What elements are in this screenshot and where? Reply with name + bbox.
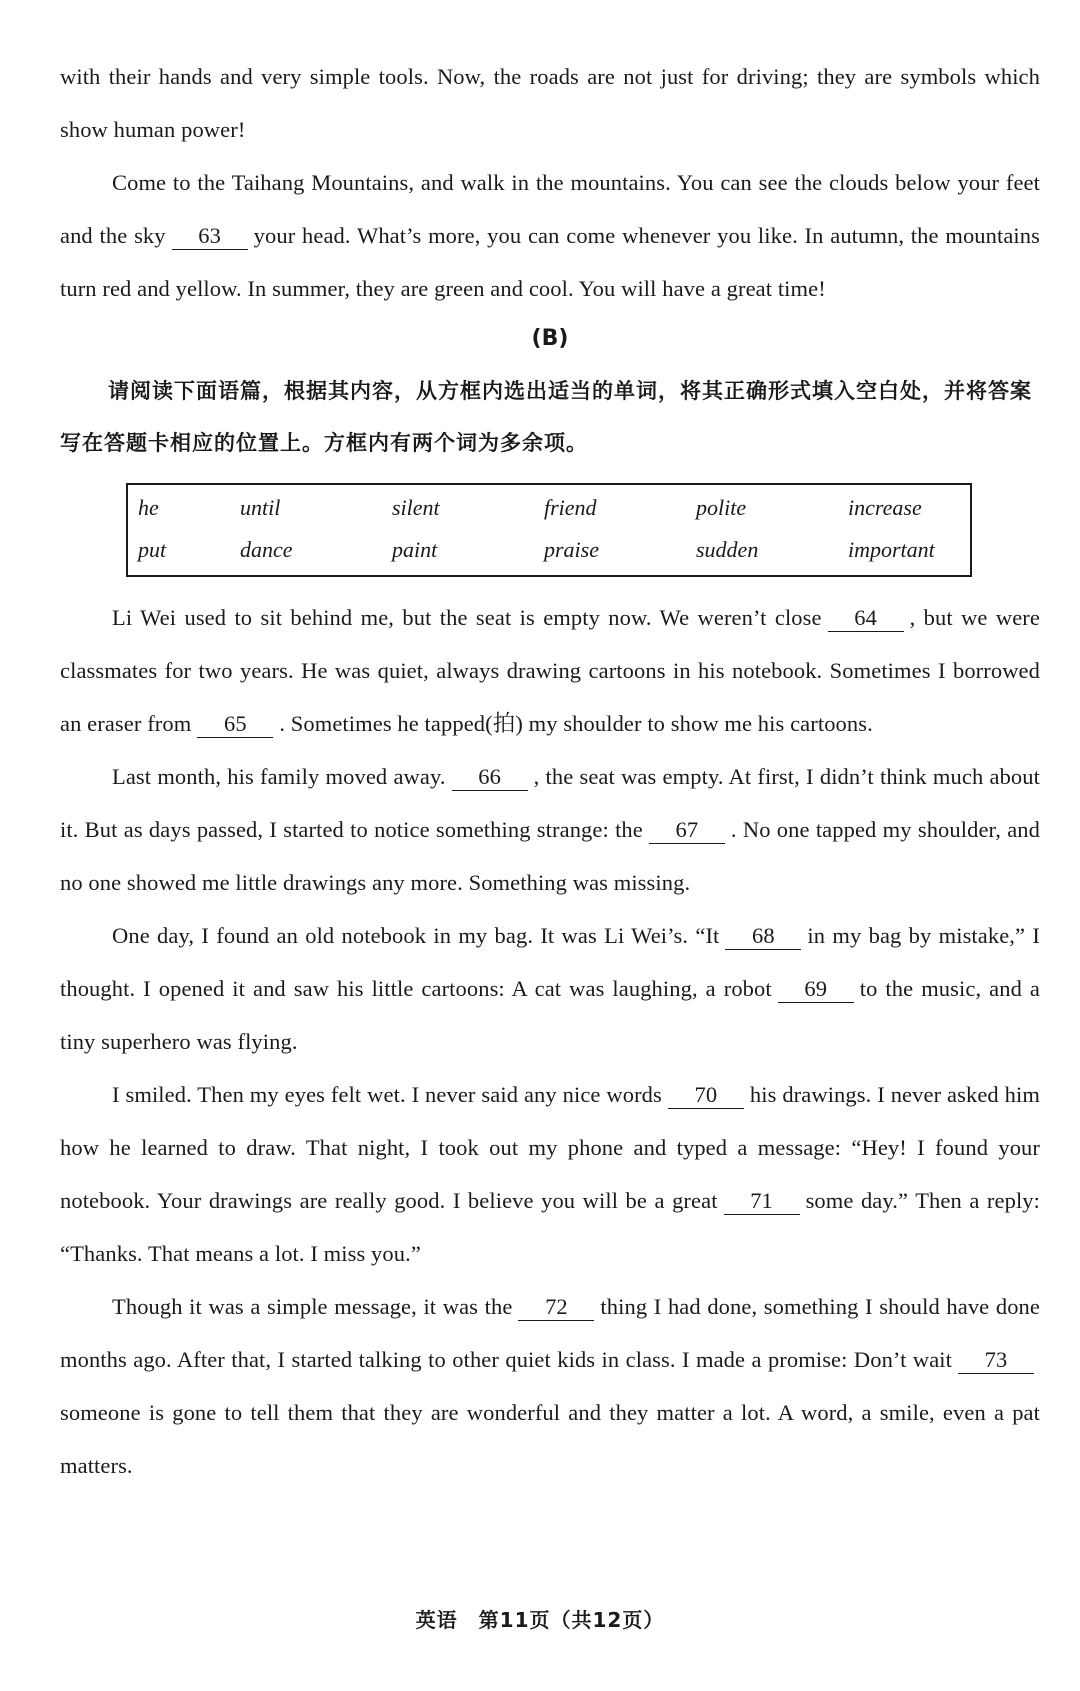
blank-70: 70 — [668, 1082, 744, 1109]
passage-b-paragraph-5: Though it was a simple message, it was the 72 thing I had done, something I should have done months ago. After that, I started talking to other quiet kids in class. I made a promise: Don’t wait 73someone is gone to tell them that they are wonderful and they matter a lot. A word, a smile, even a pat matters. — [60, 1294, 1040, 1478]
blank-68: 68 — [725, 923, 801, 950]
blank-69: 69 — [778, 976, 854, 1003]
word-bank-item: friend — [544, 495, 597, 520]
blank-72: 72 — [518, 1294, 594, 1321]
blank-64: 64 — [828, 605, 904, 632]
word-bank-item: he — [138, 495, 159, 520]
word-bank-item: put — [138, 537, 167, 562]
section-b-title: (B) — [531, 326, 569, 351]
passage-b-paragraph-2: Last month, his family moved away. 66 , the seat was empty. At first, I didn’t think much about it. But as days passed, I started to notice something strange: the 67 . No one tapped my shoulder, and no one showed me little drawings any more. Something was missing. — [60, 764, 1041, 895]
page-footer: 英语 第11页（共12页） — [415, 1608, 665, 1632]
word-bank-box — [126, 483, 972, 577]
word-bank-item: dance — [240, 537, 293, 562]
word-bank-item: until — [240, 495, 281, 520]
section-b-instruction: 请阅读下面语篇，根据其内容，从方框内选出适当的单词，将其正确形式填入空白处，并将答案写在答题卡相应的位置上。方框内有两个词为多余项。 — [60, 379, 1032, 455]
blank-65: 65 — [197, 711, 273, 738]
word-bank-item: silent — [392, 495, 440, 520]
word-bank-item: polite — [696, 495, 747, 520]
blank-67: 67 — [649, 817, 725, 844]
word-bank-item: sudden — [696, 537, 759, 562]
blank-63: 63 — [172, 223, 248, 250]
word-bank-item: praise — [544, 537, 599, 562]
word-bank-item: important — [848, 537, 935, 562]
passage-a-paragraph-2: Come to the Taihang Mountains, and walk in the mountains. You can see the clouds below your feet and the sky 63 your head. What’s more, you can come whenever you like. In autumn, the mountains turn red and yellow. In summer, they are green and cool. You will have a great time! — [60, 170, 1040, 301]
blank-66: 66 — [452, 764, 528, 791]
passage-b-paragraph-3: One day, I found an old notebook in my bag. It was Li Wei’s. “It 68 in my bag by mistake,” I thought. I opened it and saw his little cartoons: A cat was laughing, a robot 69 to the music, and a tiny superhero was flying. — [60, 923, 1041, 1054]
passage-a-paragraph-1: with their hands and very simple tools. Now, the roads are not just for driving; they are symbols which show human power! — [60, 64, 1040, 142]
passage-b-paragraph-1: Li Wei used to sit behind me, but the seat is empty now. We weren’t close 64 , but we were classmates for two years. He was quiet, always drawing cartoons in his notebook. Sometimes I borrowed an eraser from 65 . Sometimes he tapped(拍) my shoulder to show me his cartoons. — [60, 605, 1040, 736]
passage-b-paragraph-4: I smiled. Then my eyes felt wet. I never said any nice words 70 his drawings. I never asked him how he learned to draw. That night, I took out my phone and typed a message: “Hey! I found your notebook. Your drawings are really good. I believe you will be a great 71 some day.” Then a reply: “Thanks. That means a lot. I miss you.” — [60, 1082, 1040, 1266]
word-bank-item: increase — [848, 495, 922, 520]
blank-71: 71 — [724, 1188, 800, 1215]
blank-73: 73 — [958, 1347, 1034, 1374]
word-bank-item: paint — [392, 537, 438, 562]
